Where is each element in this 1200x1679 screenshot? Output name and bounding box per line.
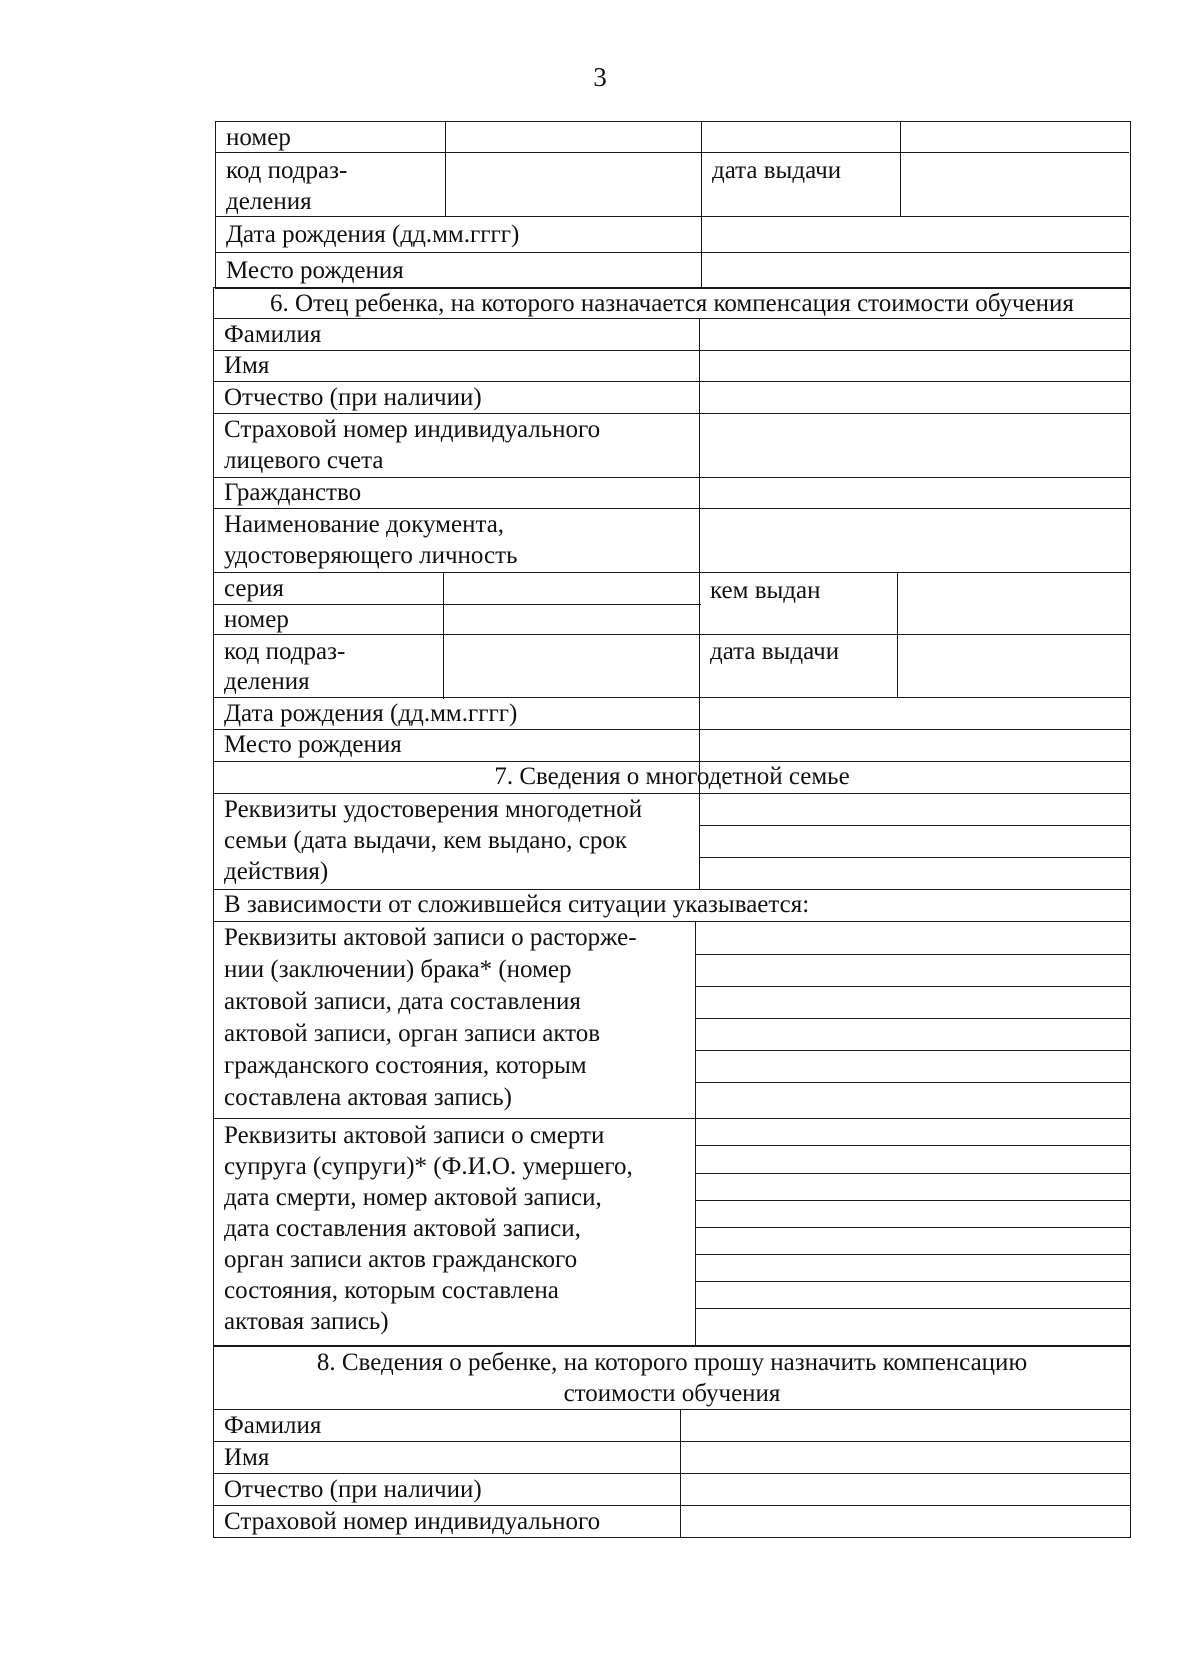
father-and-family-block bbox=[213, 287, 1131, 1347]
section-7-heading: 7. Сведения о многодетной семье bbox=[494, 763, 850, 790]
death-record-label-1: Реквизиты актовой записи о смерти bbox=[224, 1122, 605, 1149]
father-issued-by-value[interactable] bbox=[898, 573, 1128, 633]
child-snils-label: Страховой номер индивидуального bbox=[224, 1508, 601, 1535]
section-6-heading: 6. Отец ребенка, на которого назначается компенсация стоимости обучения bbox=[270, 290, 1074, 317]
father-subdivision-code-label-1: код подраз- bbox=[224, 638, 346, 665]
death-record-label-4: дата составления актовой записи, bbox=[224, 1215, 581, 1242]
marriage-record-value[interactable] bbox=[696, 922, 1128, 1117]
section-8-heading-line-2: стоимости обучения bbox=[563, 1380, 781, 1407]
child-name-label: Имя bbox=[224, 1444, 270, 1471]
mother-issue-date-value[interactable] bbox=[901, 153, 1127, 215]
father-series-label: серия bbox=[224, 575, 284, 602]
death-record-value[interactable] bbox=[696, 1119, 1128, 1345]
mother-subdivision-code-label-2: деления bbox=[226, 188, 312, 215]
death-record-label-7: актовая запись) bbox=[224, 1308, 389, 1335]
mother-issue-date-label: дата выдачи bbox=[712, 157, 842, 184]
family-certificate-label-1: Реквизиты удостоверения многодетной bbox=[224, 796, 643, 823]
mother-issued-by-value-continued[interactable] bbox=[702, 123, 899, 152]
mother-issued-by-value-continued-2[interactable] bbox=[901, 123, 1127, 152]
mother-number-value[interactable] bbox=[446, 123, 700, 152]
father-birth-place-value[interactable] bbox=[700, 730, 1128, 760]
mother-document-block bbox=[215, 121, 1131, 289]
family-certificate-value-line-3[interactable] bbox=[700, 858, 1128, 888]
marriage-record-label-5: гражданского состояния, которым bbox=[224, 1052, 587, 1079]
father-snils-label-1: Страховой номер индивидуального bbox=[224, 416, 601, 443]
child-snils-value[interactable] bbox=[681, 1506, 1128, 1537]
family-certificate-label-3: действия) bbox=[224, 858, 329, 885]
death-record-label-2: супруга (супруги)* (Ф.И.О. умершего, bbox=[224, 1153, 633, 1180]
father-snils-value[interactable] bbox=[700, 414, 1128, 476]
mother-birth-date-label: Дата рождения (дд.мм.гггг) bbox=[226, 221, 520, 248]
mother-birth-place-label: Место рождения bbox=[226, 257, 404, 284]
mother-subdivision-code-label-1: код подраз- bbox=[226, 157, 348, 184]
child-patronymic-label: Отчество (при наличии) bbox=[224, 1476, 482, 1503]
section-8-heading-line-1: 8. Сведения о ребенке, на которого прошу назначить компенсацию bbox=[316, 1349, 1028, 1376]
father-birth-date-value[interactable] bbox=[700, 698, 1128, 728]
father-citizenship-label: Гражданство bbox=[224, 479, 362, 506]
father-snils-label-2: лицевого счета bbox=[224, 447, 384, 474]
family-certificate-label-2: семьи (дата выдачи, кем выдано, срок bbox=[224, 827, 628, 854]
situation-note: В зависимости от сложившейся ситуации указывается: bbox=[224, 891, 810, 918]
marriage-record-label-4: актовой записи, орган записи актов bbox=[224, 1020, 601, 1047]
mother-subdivision-code-value[interactable] bbox=[446, 153, 700, 215]
child-patronymic-value[interactable] bbox=[681, 1474, 1128, 1504]
father-surname-value[interactable] bbox=[700, 319, 1128, 349]
father-issued-by-label: кем выдан bbox=[710, 577, 821, 604]
father-name-value[interactable] bbox=[700, 351, 1128, 380]
page-number: 3 bbox=[593, 62, 607, 92]
death-record-label-3: дата смерти, номер актовой записи, bbox=[224, 1184, 602, 1211]
father-name-label: Имя bbox=[224, 352, 270, 379]
child-surname-label: Фамилия bbox=[224, 1412, 322, 1439]
family-certificate-value-line-2[interactable] bbox=[700, 826, 1128, 856]
mother-birth-date-value[interactable] bbox=[702, 217, 1128, 251]
marriage-record-label-6: составлена актовая запись) bbox=[224, 1084, 512, 1111]
death-record-label-5: орган записи актов гражданского bbox=[224, 1246, 578, 1273]
father-id-document-label-1: Наименование документа, bbox=[224, 511, 505, 538]
father-citizenship-value[interactable] bbox=[700, 478, 1128, 507]
marriage-record-label-3: актовой записи, дата составления bbox=[224, 988, 581, 1015]
mother-number-label: номер bbox=[226, 124, 291, 151]
mother-birth-place-value[interactable] bbox=[702, 253, 1128, 287]
father-series-value[interactable] bbox=[444, 573, 698, 603]
father-subdivision-code-value[interactable] bbox=[444, 635, 698, 696]
father-issue-date-value[interactable] bbox=[898, 635, 1128, 696]
child-surname-value[interactable] bbox=[681, 1410, 1128, 1440]
father-birth-place-label: Место рождения bbox=[224, 731, 402, 758]
family-certificate-value-line-1[interactable] bbox=[700, 794, 1128, 824]
father-subdivision-code-label-2: деления bbox=[224, 668, 310, 695]
father-id-document-value[interactable] bbox=[700, 509, 1128, 571]
father-number-label: номер bbox=[224, 606, 289, 633]
child-block bbox=[213, 1345, 1131, 1538]
father-surname-label: Фамилия bbox=[224, 321, 322, 348]
death-record-label-6: состояния, которым составлена bbox=[224, 1277, 559, 1304]
marriage-record-label-1: Реквизиты актовой записи о расторже- bbox=[224, 924, 637, 951]
father-patronymic-value[interactable] bbox=[700, 382, 1128, 412]
father-id-document-label-2: удостоверяющего личность bbox=[224, 542, 518, 569]
child-name-value[interactable] bbox=[681, 1442, 1128, 1472]
father-issue-date-label: дата выдачи bbox=[710, 638, 840, 665]
father-patronymic-label: Отчество (при наличии) bbox=[224, 384, 482, 411]
father-number-value[interactable] bbox=[444, 605, 698, 633]
marriage-record-label-2: нии (заключении) брака* (номер bbox=[224, 956, 572, 983]
father-birth-date-label: Дата рождения (дд.мм.гггг) bbox=[224, 700, 518, 727]
